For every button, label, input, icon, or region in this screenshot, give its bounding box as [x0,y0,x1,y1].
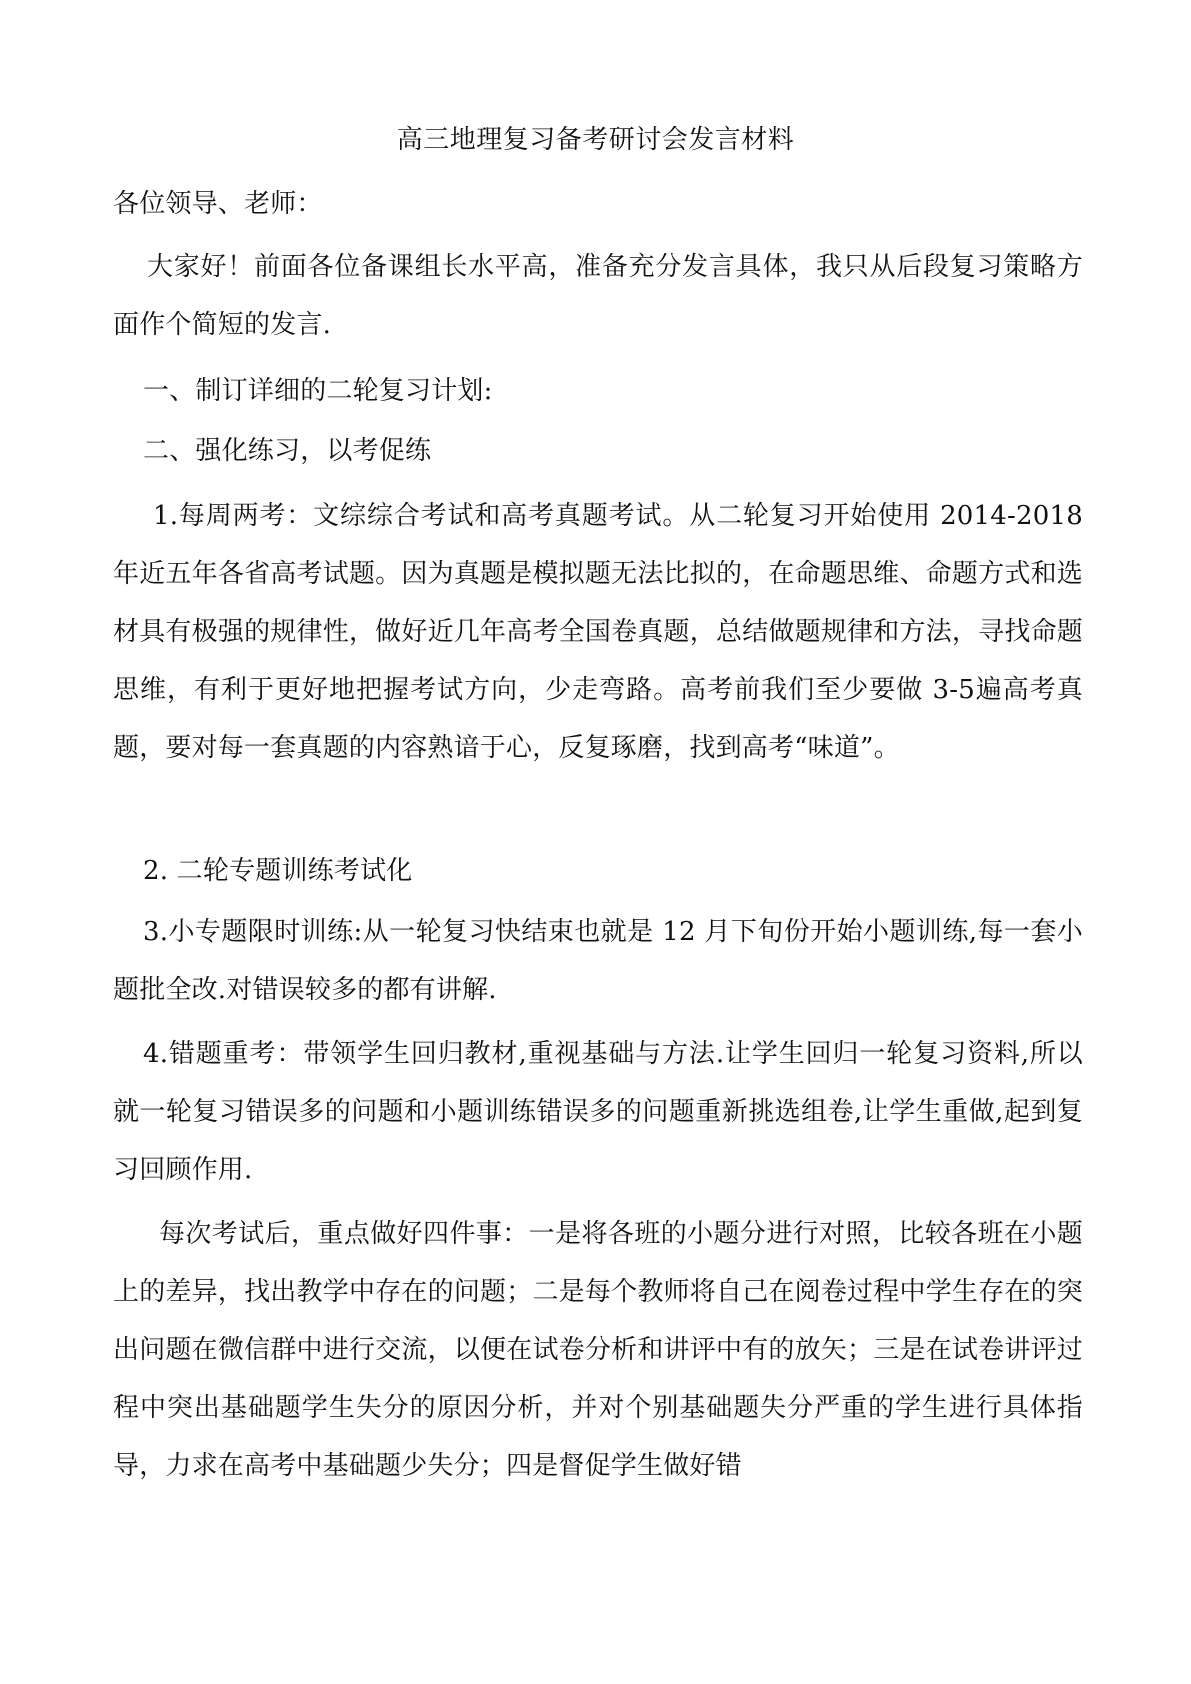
intro-paragraph: 大家好！前面各位备课组长水平高，准备充分发言具体，我只从后段复习策略方面作个简短的发言. [113,252,1083,340]
list-item-3: 3.小专题限时训练:从一轮复习快结束也就是 12 月下旬份开始小题训练,每一套小题批全改.对错误较多的都有讲解. [113,917,1083,1005]
after-exam-paragraph: 每次考试后，重点做好四件事：一是将各班的小题分进行对照，比较各班在小题上的差异，找出教学中存在的问题；二是每个教师将自己在阅卷过程中学生存在的突出问题在微信群中进行交流，以便在试卷分析和讲评中有的放矢；三是在试卷讲评过程中突出基础题学生失分的原因分析，并对个别基础题失分严重的学生进行具体指导，力求在高考中基础题少失分；四是督促学生做好错 [113,1219,1083,1481]
section-heading-2: 二、强化练习，以考促练 [143,436,432,466]
list-item-2: 2. 二轮专题训练考试化 [143,856,413,886]
list-item-1: 1.每周两考：文综综合考试和高考真题考试。从二轮复习开始使用 2014-2018 年近五年各省高考试题。因为真题是模拟题无法比拟的，在命题思维、命题方式和选材具有极强的规律性，做好近几年高考全国卷真题，总结做题规律和方法，寻找命题思维，有利于更好地把握考试方向，少走弯路。高考前我们至少要做 3-5遍高考真题，要对每一套真题的内容熟谙于心，反复琢磨，找到高考“味道”。 [113,501,1083,763]
greeting: 各位领导、老师： [113,189,323,219]
section-heading-1: 一、制订详细的二轮复习计划: [143,376,493,406]
document-title: 高三地理复习备考研讨会发言材料 [396,125,795,155]
list-item-4: 4.错题重考：带领学生回归教材,重视基础与方法.让学生回归一轮复习资料,所以就一轮复习错误多的问题和小题训练错误多的问题重新挑选组卷,让学生重做,起到复习回顾作用. [113,1039,1083,1185]
